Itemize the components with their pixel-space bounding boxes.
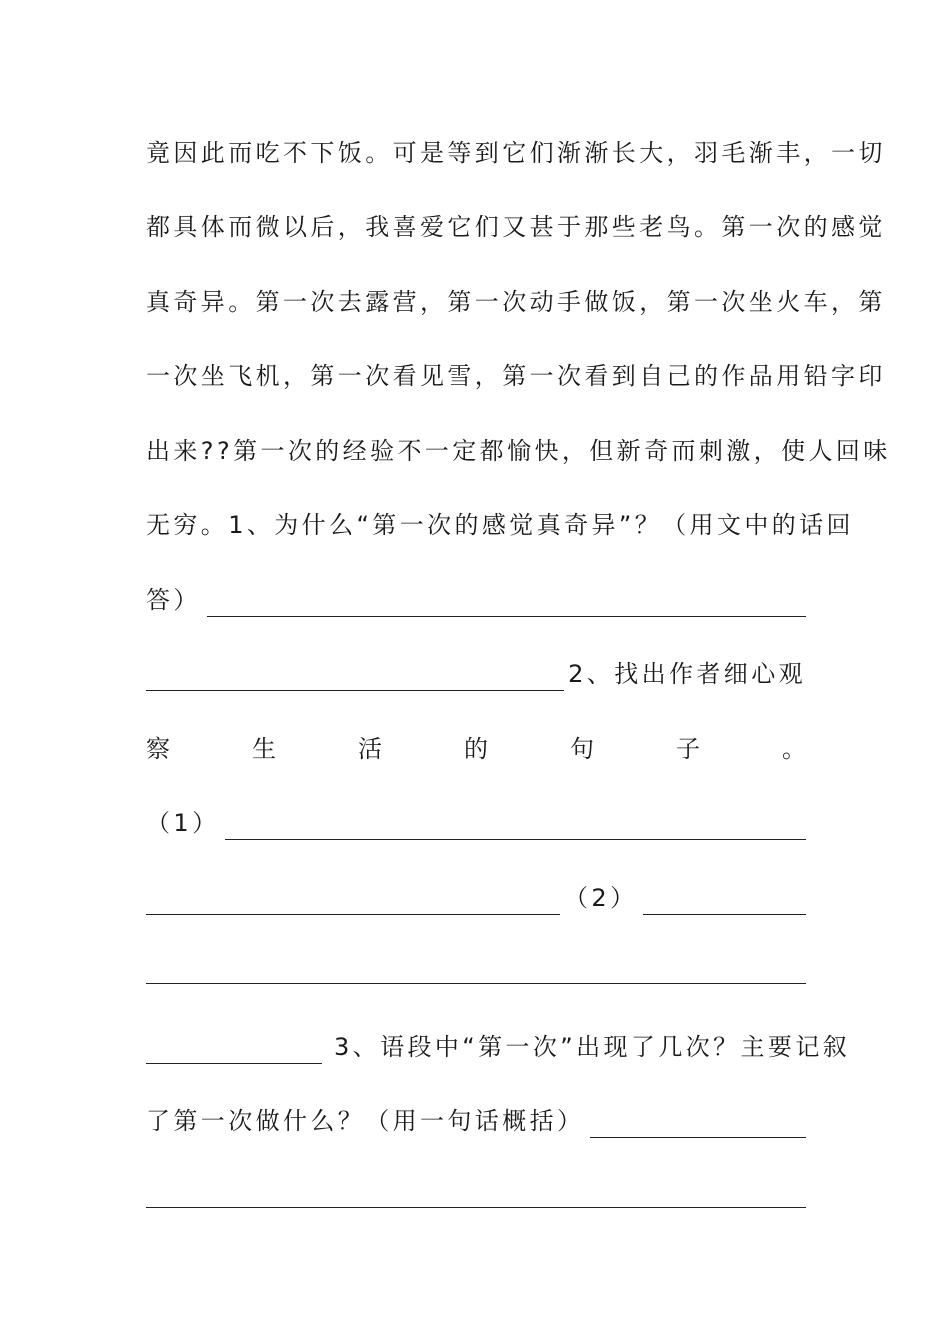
blank-line [146, 1179, 806, 1208]
paragraph-line-5: 出来??第一次的经验不一定都愉快，但新奇而刺激，使人回味 [146, 437, 891, 465]
question-2-line: 2、找出作者细心观 [146, 657, 806, 691]
question-2-item-2: （2） [146, 881, 806, 915]
paragraph-line-2: 都具体而微以后，我喜爱它们又甚于那些老鸟。第一次的感觉 [146, 213, 886, 241]
question-2-spread-line: 察 生 活 的 句 子 。 [146, 735, 806, 763]
answer-blank[interactable] [590, 1109, 806, 1138]
question-1-line: 无穷。1、为什么“第一次的感觉真奇异”？（用文中的话回 [146, 511, 854, 539]
answer-blank[interactable] [146, 662, 564, 691]
question-2-item-1: （1） [146, 806, 806, 840]
answer-blank[interactable] [643, 886, 806, 915]
answer-blank[interactable] [146, 1035, 322, 1064]
question-1-answer-line: 答） [146, 583, 806, 617]
paragraph-line-4: 一次坐飞机，第一次看见雪，第一次看到自己的作品用铅字印 [146, 362, 886, 390]
question-3-line: 3、语段中“第一次”出现了几次？主要记叙 [146, 1030, 806, 1064]
question-3-line-2: 了第一次做什么？（用一句话概括） [146, 1104, 806, 1138]
answer-blank[interactable] [146, 955, 806, 984]
answer-blank[interactable] [146, 886, 560, 915]
paragraph-line-3: 真奇异。第一次去露营，第一次动手做饭，第一次坐火车，第 [146, 288, 886, 316]
answer-blank[interactable] [146, 1179, 806, 1208]
answer-blank[interactable] [225, 811, 806, 840]
blank-line [146, 955, 806, 984]
answer-blank[interactable] [207, 588, 806, 617]
paragraph-line-1: 竟因此而吃不下饭。可是等到它们渐渐长大，羽毛渐丰，一切 [146, 139, 886, 167]
